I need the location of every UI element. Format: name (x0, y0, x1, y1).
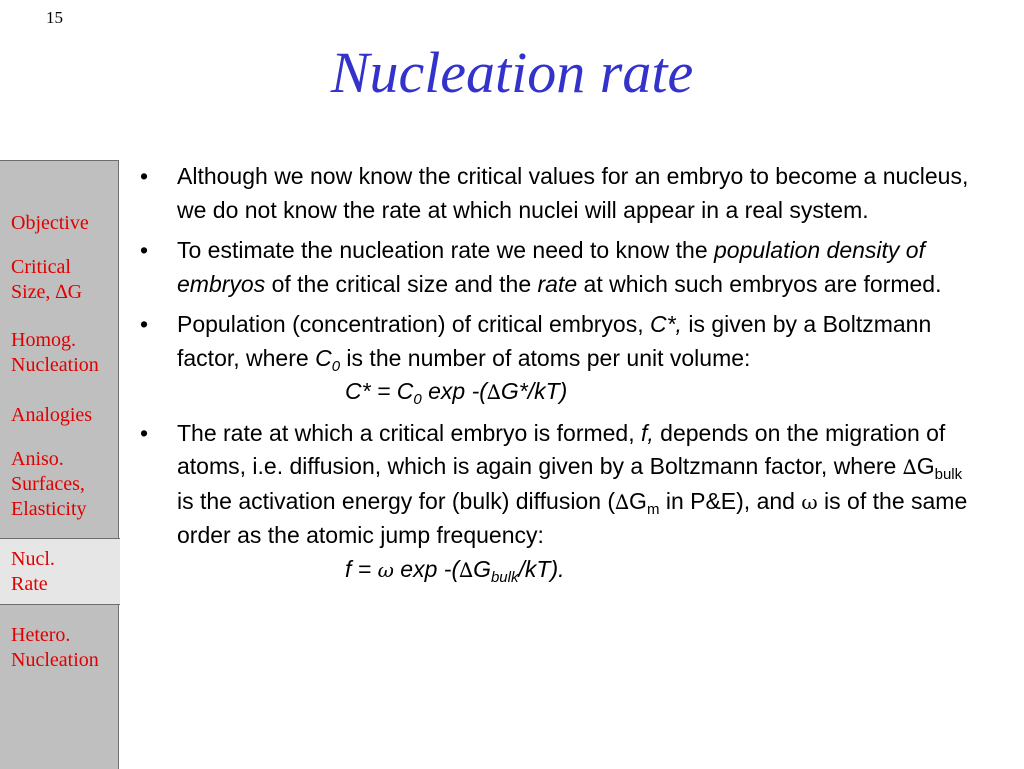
emphasis-text: f, (641, 419, 654, 446)
equation-text: G*/kT) (500, 378, 568, 404)
bullet-marker: • (140, 237, 149, 263)
omega-symbol: ω (377, 557, 394, 582)
bullet-item (140, 160, 970, 227)
sidebar-item-critical-size[interactable] (0, 255, 118, 305)
sidebar-item-label: Objective (11, 212, 89, 234)
sidebar-item-label: Homog. (11, 329, 76, 351)
bullet-text: The rate at which a critical embryo is formed, (177, 419, 641, 446)
subscript: m (646, 500, 660, 518)
bullet-text: is of the same order as the atomic jump frequency: (177, 487, 968, 548)
sidebar-item-label: Surfaces, (11, 473, 85, 495)
sidebar-item-label: Aniso. (11, 448, 64, 470)
sidebar-item-objective[interactable] (0, 211, 118, 236)
bullet-text: Population (concentration) of critical embryos, (177, 311, 650, 337)
slide-title: Nucleation rate (330, 40, 694, 105)
delta-symbol: ∆ (615, 489, 630, 514)
equation-text: C* = C (345, 378, 414, 404)
sidebar-item-label: Size, ∆G (11, 281, 83, 303)
subscript: 0 (331, 357, 341, 375)
emphasis-text: rate (537, 270, 578, 297)
equation-text: G (473, 555, 491, 582)
slide-number: 15 (46, 8, 63, 27)
equation-formation-rate (177, 553, 970, 588)
sidebar-item-label: Nucleation (11, 649, 99, 671)
slide-body (140, 160, 970, 594)
sidebar-item-aniso-surfaces[interactable] (0, 447, 118, 522)
sidebar-item-label: Rate (11, 573, 48, 595)
bullet-marker: • (140, 311, 149, 337)
equation-text: f = (345, 555, 378, 582)
bullet-item (140, 417, 970, 588)
sidebar-item-hetero-nucleation[interactable] (0, 623, 118, 673)
omega-symbol: ω (801, 489, 818, 514)
sidebar-nav (0, 160, 119, 769)
delta-symbol: ∆ (459, 557, 474, 582)
bullet-text: is the number of atoms per unit volume: (340, 344, 751, 371)
bullet-item (140, 308, 970, 410)
sidebar-item-label: Elasticity (11, 498, 87, 520)
sidebar-item-label: Analogies (11, 404, 93, 426)
bullet-text: at which such embryos are formed. (577, 270, 942, 297)
emphasis-text: population density of embryos (177, 237, 925, 297)
sidebar-item-homog-nucleation[interactable] (0, 328, 118, 378)
bullet-text: is given by a Boltzmann factor, where (177, 311, 932, 371)
subscript: bulk (490, 568, 519, 586)
subscript: 0 (413, 391, 422, 408)
bullet-text: depends on the migration of atoms, i.e. diffusion, which is again given by a Boltzmann factor, where (177, 419, 946, 479)
bullet-marker: • (140, 163, 149, 189)
bullet-marker: • (140, 419, 149, 446)
sidebar-item-nucl-rate[interactable] (0, 538, 120, 605)
equation-text: exp -( (393, 555, 460, 582)
bullet-text: Although we now know the critical values for an embryo to become a nucleus, we do not know the rate at which nuclei will appear in a real system. (177, 163, 969, 223)
subscript: bulk (934, 466, 963, 483)
equation-text: /kT). (518, 555, 565, 582)
bullet-text: in P&E), and (659, 487, 802, 514)
sidebar-item-analogies[interactable] (0, 403, 118, 428)
bullet-text: is the activation energy for (bulk) diffusion ( (177, 487, 616, 514)
bullet-text: G (916, 453, 935, 479)
bullet-text: of the critical size and the (265, 270, 538, 297)
equation-text: exp -( (421, 378, 487, 404)
sidebar-item-label: Critical (11, 256, 71, 278)
delta-symbol: ∆ (486, 380, 501, 404)
equation-concentration (177, 375, 970, 410)
sidebar-item-label: Nucl. (11, 548, 55, 570)
sidebar-item-label: Nucleation (11, 354, 99, 376)
bullet-text: To estimate the nucleation rate we need to know the (177, 237, 714, 263)
delta-symbol: ∆ (902, 455, 917, 479)
emphasis-text: C*, (650, 311, 682, 337)
bullet-item (140, 234, 970, 301)
bullet-text: G (629, 487, 647, 514)
sidebar-item-label: Hetero. (11, 624, 71, 646)
emphasis-text: C (315, 344, 332, 371)
